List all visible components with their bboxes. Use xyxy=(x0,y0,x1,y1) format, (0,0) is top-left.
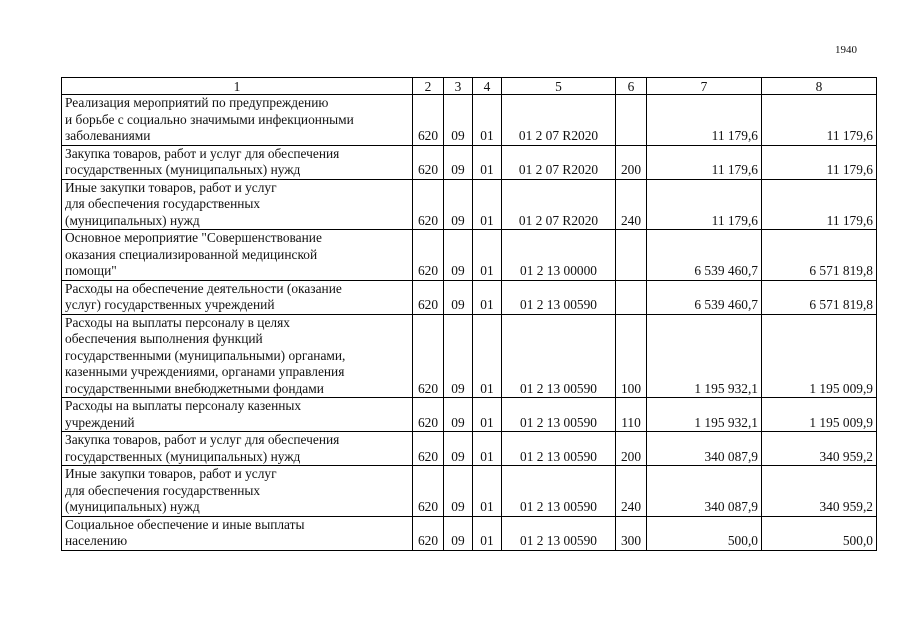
expense-type-cell: 300 xyxy=(616,516,647,550)
row-name-line: Иные закупки товаров, работ и услуг xyxy=(65,466,277,481)
column-header: 7 xyxy=(647,78,762,95)
subsection-code-cell: 01 xyxy=(473,179,502,230)
admin-code-cell: 620 xyxy=(413,145,444,179)
column-header: 5 xyxy=(502,78,616,95)
target-article-cell: 01 2 13 00590 xyxy=(502,280,616,314)
amount-year1-cell: 11 179,6 xyxy=(647,179,762,230)
column-header: 6 xyxy=(616,78,647,95)
row-name-line: государственных (муниципальных) нужд xyxy=(65,448,301,464)
section-code-cell: 09 xyxy=(444,95,473,146)
section-code-cell: 09 xyxy=(444,398,473,432)
amount-year2-cell: 340 959,2 xyxy=(762,432,877,466)
row-name-line: оказания специализированной медицинской xyxy=(65,246,318,262)
row-name-cell xyxy=(62,230,413,281)
admin-code-cell: 620 xyxy=(413,230,444,281)
amount-year1-cell: 1 195 932,1 xyxy=(647,398,762,432)
row-name-line: государственных (муниципальных) нужд xyxy=(65,162,301,177)
row-name-line: Социальное обеспечение и иные выплаты xyxy=(65,516,305,532)
row-name-line: услуг) государственных учреждений xyxy=(65,297,275,312)
target-article-cell: 01 2 13 00590 xyxy=(502,398,616,432)
amount-year1-cell: 6 539 460,7 xyxy=(647,230,762,281)
admin-code-cell: 620 xyxy=(413,432,444,466)
row-name-cell xyxy=(62,314,413,398)
admin-code-cell: 620 xyxy=(413,516,444,550)
section-code-cell: 09 xyxy=(444,280,473,314)
table-row xyxy=(62,280,877,314)
table-row xyxy=(62,516,877,550)
expense-type-cell: 100 xyxy=(616,314,647,398)
expense-type-cell xyxy=(616,95,647,146)
row-name-cell xyxy=(62,179,413,230)
expense-type-cell: 200 xyxy=(616,145,647,179)
amount-year2-cell: 1 195 009,9 xyxy=(762,398,877,432)
section-code-cell: 09 xyxy=(444,314,473,398)
budget-table xyxy=(61,77,877,551)
row-name-line: заболеваниями xyxy=(65,128,151,143)
expense-type-cell: 200 xyxy=(616,432,647,466)
row-name-line: Основное мероприятие "Совершенствование xyxy=(65,230,322,245)
target-article-cell: 01 2 07 R2020 xyxy=(502,145,616,179)
page-number: 1940 xyxy=(835,44,857,56)
row-name-line: для обеспечения государственных xyxy=(65,482,261,498)
row-name-line: Иные закупки товаров, работ и услуг xyxy=(65,179,277,195)
section-code-cell: 09 xyxy=(444,466,473,517)
admin-code-cell: 620 xyxy=(413,466,444,517)
row-name-line: обеспечения выполнения функций xyxy=(65,331,263,346)
subsection-code-cell: 01 xyxy=(473,95,502,146)
row-name-cell xyxy=(62,398,413,432)
admin-code-cell: 620 xyxy=(413,280,444,314)
row-name-line: учреждений xyxy=(65,414,135,430)
row-name-line: для обеспечения государственных xyxy=(65,196,261,211)
amount-year1-cell: 340 087,9 xyxy=(647,466,762,517)
row-name-line: государственными (муниципальными) органами, xyxy=(65,347,346,363)
row-name-line: и борьбе с социально значимыми инфекционными xyxy=(65,111,354,127)
amount-year2-cell: 1 195 009,9 xyxy=(762,314,877,398)
row-name-line: Расходы на обеспечение деятельности (оказание xyxy=(65,280,342,296)
column-header: 3 xyxy=(444,78,473,95)
expense-type-cell: 110 xyxy=(616,398,647,432)
row-name-line: Расходы на выплаты персоналу казенных xyxy=(65,398,302,413)
row-name-line: Расходы на выплаты персоналу в целях xyxy=(65,314,290,330)
table-row xyxy=(62,179,877,230)
amount-year2-cell: 500,0 xyxy=(762,516,877,550)
admin-code-cell: 620 xyxy=(413,95,444,146)
row-name-line: (муниципальных) нужд xyxy=(65,499,200,514)
section-code-cell: 09 xyxy=(444,145,473,179)
amount-year1-cell: 6 539 460,7 xyxy=(647,280,762,314)
amount-year1-cell: 11 179,6 xyxy=(647,95,762,146)
row-name-line: населению xyxy=(65,533,128,548)
amount-year2-cell: 11 179,6 xyxy=(762,145,877,179)
section-code-cell: 09 xyxy=(444,432,473,466)
amount-year2-cell: 6 571 819,8 xyxy=(762,280,877,314)
row-name-line: помощи" xyxy=(65,263,117,278)
row-name-cell xyxy=(62,280,413,314)
subsection-code-cell: 01 xyxy=(473,516,502,550)
section-code-cell: 09 xyxy=(444,179,473,230)
section-code-cell: 09 xyxy=(444,516,473,550)
expense-type-cell xyxy=(616,230,647,281)
amount-year1-cell: 11 179,6 xyxy=(647,145,762,179)
amount-year1-cell: 500,0 xyxy=(647,516,762,550)
section-code-cell: 09 xyxy=(444,230,473,281)
row-name-line: государственными внебюджетными фондами xyxy=(65,380,324,396)
target-article-cell: 01 2 13 00590 xyxy=(502,466,616,517)
amount-year2-cell: 340 959,2 xyxy=(762,466,877,517)
admin-code-cell: 620 xyxy=(413,398,444,432)
row-name-line: Закупка товаров, работ и услуг для обеспечения xyxy=(65,432,340,447)
row-name-line: казенными учреждениями, органами управления xyxy=(65,364,345,379)
row-name-cell xyxy=(62,516,413,550)
column-header: 8 xyxy=(762,78,877,95)
table-row xyxy=(62,95,877,146)
table-row xyxy=(62,145,877,179)
row-name-line: (муниципальных) нужд xyxy=(65,212,200,228)
row-name-line: Закупка товаров, работ и услуг для обеспечения xyxy=(65,145,340,161)
subsection-code-cell: 01 xyxy=(473,230,502,281)
row-name-cell xyxy=(62,95,413,146)
target-article-cell: 01 2 13 00000 xyxy=(502,230,616,281)
target-article-cell: 01 2 07 R2020 xyxy=(502,95,616,146)
column-header: 2 xyxy=(413,78,444,95)
table-row xyxy=(62,230,877,281)
amount-year2-cell: 11 179,6 xyxy=(762,95,877,146)
table-row xyxy=(62,398,877,432)
table-row xyxy=(62,466,877,517)
row-name-cell xyxy=(62,145,413,179)
amount-year2-cell: 11 179,6 xyxy=(762,179,877,230)
expense-type-cell: 240 xyxy=(616,179,647,230)
target-article-cell: 01 2 13 00590 xyxy=(502,432,616,466)
admin-code-cell: 620 xyxy=(413,179,444,230)
amount-year2-cell: 6 571 819,8 xyxy=(762,230,877,281)
row-name-cell xyxy=(62,466,413,517)
row-name-line: Реализация мероприятий по предупреждению xyxy=(65,95,329,110)
header-row xyxy=(62,78,877,95)
table-body xyxy=(62,95,877,551)
column-header: 1 xyxy=(62,78,413,95)
subsection-code-cell: 01 xyxy=(473,145,502,179)
table-row xyxy=(62,432,877,466)
target-article-cell: 01 2 13 00590 xyxy=(502,516,616,550)
admin-code-cell: 620 xyxy=(413,314,444,398)
expense-type-cell xyxy=(616,280,647,314)
subsection-code-cell: 01 xyxy=(473,466,502,517)
subsection-code-cell: 01 xyxy=(473,398,502,432)
table-row xyxy=(62,314,877,398)
subsection-code-cell: 01 xyxy=(473,280,502,314)
column-header: 4 xyxy=(473,78,502,95)
amount-year1-cell: 340 087,9 xyxy=(647,432,762,466)
target-article-cell: 01 2 13 00590 xyxy=(502,314,616,398)
amount-year1-cell: 1 195 932,1 xyxy=(647,314,762,398)
row-name-cell xyxy=(62,432,413,466)
target-article-cell: 01 2 07 R2020 xyxy=(502,179,616,230)
subsection-code-cell: 01 xyxy=(473,432,502,466)
subsection-code-cell: 01 xyxy=(473,314,502,398)
expense-type-cell: 240 xyxy=(616,466,647,517)
